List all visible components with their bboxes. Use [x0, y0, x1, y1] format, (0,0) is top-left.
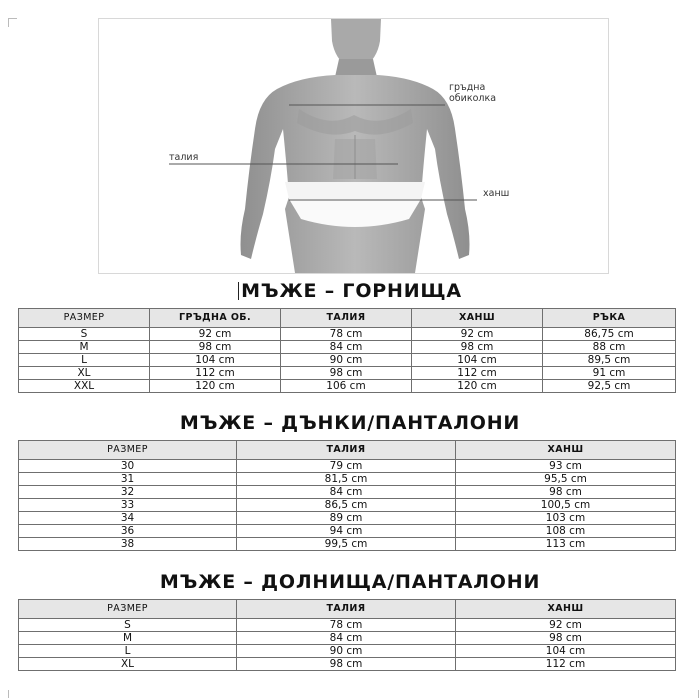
section-title-jeans: МЪЖЕ – ДЪНКИ/ПАНТАЛОНИ — [179, 412, 521, 434]
table-row — [19, 486, 676, 499]
table-header-row — [19, 600, 676, 619]
table-row — [19, 525, 676, 538]
table-cell: 98 cm — [237, 658, 456, 671]
hips-callout: ханш — [483, 188, 510, 199]
table-cell: 91 cm — [543, 367, 676, 380]
crop-mark-bottom-right — [690, 690, 699, 698]
table-cell: 98 cm — [150, 341, 281, 354]
table-cell: 88 cm — [543, 341, 676, 354]
table-cell: L — [19, 645, 237, 658]
table-cell: 104 cm — [150, 354, 281, 367]
table-cell: 86,75 cm — [543, 328, 676, 341]
body-measurement-figure — [98, 18, 609, 274]
table-cell: 98 cm — [412, 341, 543, 354]
table-cell: 92 cm — [150, 328, 281, 341]
table-cell: 92,5 cm — [543, 380, 676, 393]
table-row — [19, 499, 676, 512]
table-cell: 93 cm — [456, 460, 676, 473]
table-row — [19, 632, 676, 645]
table-cell: 38 — [19, 538, 237, 551]
table-cell: XL — [19, 367, 150, 380]
table-cell: 84 cm — [237, 486, 456, 499]
section-title-tops — [0, 280, 700, 302]
table-cell: 113 cm — [456, 538, 676, 551]
table-cell: M — [19, 341, 150, 354]
table-cell: 89,5 cm — [543, 354, 676, 367]
column-header: РАЗМЕР — [19, 600, 237, 619]
table-cell: 92 cm — [412, 328, 543, 341]
column-header: ТАЛИЯ — [237, 600, 456, 619]
table-cell: 106 cm — [281, 380, 412, 393]
table-cell: 92 cm — [456, 619, 676, 632]
table-cell: 79 cm — [237, 460, 456, 473]
table-cell: 81,5 cm — [237, 473, 456, 486]
table-cell: M — [19, 632, 237, 645]
column-header: РЪКА — [543, 309, 676, 328]
waist-callout: талия — [169, 152, 199, 163]
table-row — [19, 354, 676, 367]
table-cell: 33 — [19, 499, 237, 512]
size-table-bottoms — [18, 599, 676, 671]
table-row — [19, 658, 676, 671]
chest-callout: гръдна обиколка — [449, 82, 497, 104]
table-cell: 98 cm — [456, 486, 676, 499]
table-row — [19, 619, 676, 632]
table-cell: 84 cm — [237, 632, 456, 645]
table-cell: 120 cm — [150, 380, 281, 393]
table-cell: 32 — [19, 486, 237, 499]
column-header: РАЗМЕР — [19, 309, 150, 328]
table-cell: 98 cm — [456, 632, 676, 645]
table-cell: L — [19, 354, 150, 367]
column-header: ТАЛИЯ — [237, 441, 456, 460]
male-torso-illustration — [99, 19, 608, 273]
size-table-tops — [18, 308, 676, 393]
text-cursor — [238, 282, 239, 300]
crop-mark-top-left — [8, 18, 17, 27]
table-row — [19, 341, 676, 354]
table-cell: 90 cm — [237, 645, 456, 658]
column-header: ТАЛИЯ — [281, 309, 412, 328]
table-cell: 112 cm — [412, 367, 543, 380]
table-cell: 103 cm — [456, 512, 676, 525]
table-cell: 95,5 cm — [456, 473, 676, 486]
table-row — [19, 460, 676, 473]
column-header: ХАНШ — [456, 441, 676, 460]
column-header: ГРЪДНА ОБ. — [150, 309, 281, 328]
section-title-text: МЪЖЕ – ГОРНИЩА — [241, 280, 462, 302]
table-cell: S — [19, 619, 237, 632]
table-cell: 112 cm — [150, 367, 281, 380]
section-title-bottoms: МЪЖЕ – ДОЛНИЩА/ПАНТАЛОНИ — [159, 571, 541, 593]
table-cell: 78 cm — [281, 328, 412, 341]
crop-mark-bottom-left — [8, 690, 17, 698]
table-cell: 98 cm — [281, 367, 412, 380]
column-header: ХАНШ — [456, 600, 676, 619]
table-cell: XXL — [19, 380, 150, 393]
table-cell: XL — [19, 658, 237, 671]
table-cell: 86,5 cm — [237, 499, 456, 512]
table-header-row — [19, 309, 676, 328]
table-cell: 84 cm — [281, 341, 412, 354]
table-row — [19, 645, 676, 658]
table-cell: 31 — [19, 473, 237, 486]
table-cell: 99,5 cm — [237, 538, 456, 551]
table-cell: 120 cm — [412, 380, 543, 393]
table-row — [19, 473, 676, 486]
table-cell: S — [19, 328, 150, 341]
table-row — [19, 380, 676, 393]
table-cell: 78 cm — [237, 619, 456, 632]
table-cell: 89 cm — [237, 512, 456, 525]
table-cell: 104 cm — [456, 645, 676, 658]
table-cell: 100,5 cm — [456, 499, 676, 512]
table-row — [19, 367, 676, 380]
column-header: ХАНШ — [412, 309, 543, 328]
table-cell: 112 cm — [456, 658, 676, 671]
table-cell: 104 cm — [412, 354, 543, 367]
table-cell: 108 cm — [456, 525, 676, 538]
table-cell: 94 cm — [237, 525, 456, 538]
table-header-row — [19, 441, 676, 460]
column-header: РАЗМЕР — [19, 441, 237, 460]
size-table-jeans — [18, 440, 676, 551]
table-row — [19, 328, 676, 341]
table-cell: 30 — [19, 460, 237, 473]
table-row — [19, 512, 676, 525]
table-cell: 90 cm — [281, 354, 412, 367]
table-cell: 34 — [19, 512, 237, 525]
table-cell: 36 — [19, 525, 237, 538]
table-row — [19, 538, 676, 551]
